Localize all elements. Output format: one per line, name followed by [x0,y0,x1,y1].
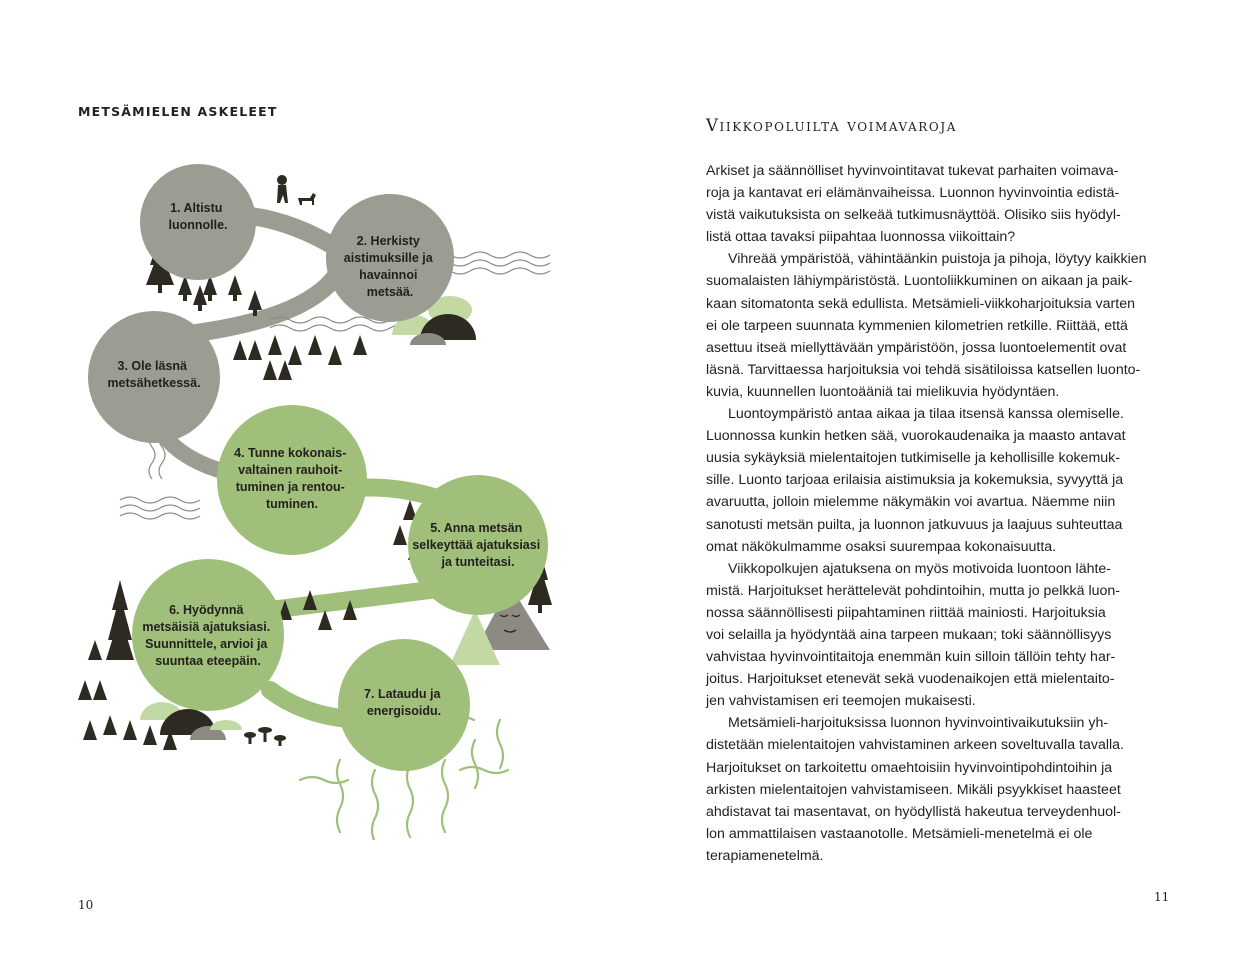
body-line: Arkiset ja säännölliset hyvinvointitavat tukevat parhaiten voimava- [706,163,1119,179]
body-line: listä ottaa tavaksi piipahtaa luonnossa viikoittain? [706,229,1016,246]
body-paragraph [706,160,1162,248]
body-line: Luontoympäristö antaa aikaa ja tilaa itsensä kanssa olemiselle. [728,406,1124,423]
body-line: kuvia, kuunnellen luontoääniä tai mielikuvia hyödyntäen. [706,383,1060,400]
step-label-6: 6. Hyödynnä metsäisiä ajatuksiasi. Suunnittele, arvioi ja suuntaa eteepäin. [142,603,271,668]
body-line: läsnä. Tarvittaessa harjoituksia voi tehdä sisätiloissa katsellen luonto- [706,361,1141,378]
body-line: distetään mielentaitojen vahvistaminen arkeen soveltuvalla tavalla. [706,737,1124,754]
body-line: jen vahvistamisen eri teemojen mukaisesti. [706,693,976,710]
body-line: terapiamenetelmä. [706,847,824,864]
left-page-number: 10 [78,898,94,912]
right-page [622,0,1244,964]
body-line: joitus. Harjoitukset etenevät sekä vuodenaikojen että mielentaito- [706,671,1115,688]
body-line: Luonnossa kunkin hetken sää, vuorokaudenaika ja maasto antavat [706,428,1126,445]
body-line: kaan sitomatonta sekä edullista. Metsämieli-viikkoharjoituksia varten [706,295,1135,312]
body-line: lon ammattilaisen vastaanotolle. Metsämieli-menetelmä ei ole [706,825,1093,842]
body-text [706,160,1162,867]
body-line: avaruutta, jolloin mielemme näkymäkin voi avartua. Näemme niin [706,494,1116,511]
body-line: sanotusti metsän puilta, ja luonnon jatkuvuus ja laajuus suhteuttaa [706,516,1123,533]
body-line: vistä vaikutuksista on selkeää tutkimusnäyttöä. Olisiko siis hyödyl- [706,207,1121,224]
body-paragraph [706,248,1162,403]
mushrooms [244,727,286,746]
right-page-number: 11 [1154,890,1170,904]
body-paragraph [706,558,1162,713]
body-line: sille. Luonto tarjoaa erilaisia aistimuksia ja kokemuksia, syvyyttä ja [706,472,1124,489]
body-line: nossa säännöllisesti piipahtaminen riittää mainiosti. Harjoituksia [706,604,1106,621]
body-line: Viikkopolkujen ajatuksena on myös motivoida luontoon lähte- [728,560,1112,577]
body-line: ahdistavat tai masentavat, on hyödyllistä hakeutua terveydenhuol- [706,803,1121,820]
body-line: asettuu itseä miellyttävään ympäristöön, jossa luontoelementit ovat [706,339,1127,356]
body-line: ei ole tarpeen suunnata kymmenien kilometrien retkille. Riittää, että [706,317,1128,334]
right-page-title: Viikkopoluilta voimavaroja [706,116,958,135]
body-line: uusia sykäyksiä mielentaitojen tutkimiselle ja kehollisille kokemuk- [706,450,1120,467]
body-paragraph [706,712,1162,867]
step-label-7: 7. Lataudu ja energisoidu. [364,687,442,718]
body-line: arkisten mielentaitojen vahvistamiseen. Mikäli psyykkiset haasteet [706,781,1121,798]
forest-path-illustration [70,160,590,840]
walker-with-dog [277,175,316,205]
step-circle-6 [132,559,284,711]
body-paragraph [706,403,1162,558]
left-page-heading: METSÄMIELEN ASKELEET [78,104,278,119]
body-line: omat näkökulmamme osaksi suurempaa kokonaisuutta. [706,538,1057,555]
step-label-1: 1. Altistu luonnolle. [168,201,228,232]
body-line: voi selailla ja hyödyntää aina tarpeen mukaan; toki säännöllisyys [706,626,1112,643]
step-label-3: 3. Ole läsnä metsähetkessä. [107,359,201,390]
body-line: Metsämieli-harjoituksissa luonnon hyvinvointivaikutuksiin yh- [728,715,1109,732]
step-label-2: 2. Herkisty aistimuksille ja havainnoi metsää. [343,234,433,299]
body-line: suomalaisten lähiympäristöstä. Luontoliikkuminen on aikaan ja paik- [706,273,1133,290]
body-line: roja ja kantavat eri elämänvaiheissa. Luonnon hyvinvointia edistä- [706,185,1120,202]
body-line: Vihreää ympäristöä, vähintäänkin puistoja ja pihoja, löytyy kaikkien [728,251,1147,268]
step-label-5: 5. Anna metsän selkeyttää ajatuksiasi ja tunteitasi. [412,521,541,569]
body-line: vahvistaa hyvinvointitaitoja enemmän kuin silloin tällöin tehty har- [706,649,1116,666]
step-label-4: 4. Tunne kokonais- valtainen rauhoit- tuminen ja rentou- tuminen. [234,446,347,511]
body-line: Harjoitukset on tarkoitettu omaehtoisiin hyvinvointipohdintoihin ja [706,759,1113,776]
body-line: mistä. Harjoitukset herättelevät pohdintoihin, mutta jo pelkkä luon- [706,582,1121,599]
